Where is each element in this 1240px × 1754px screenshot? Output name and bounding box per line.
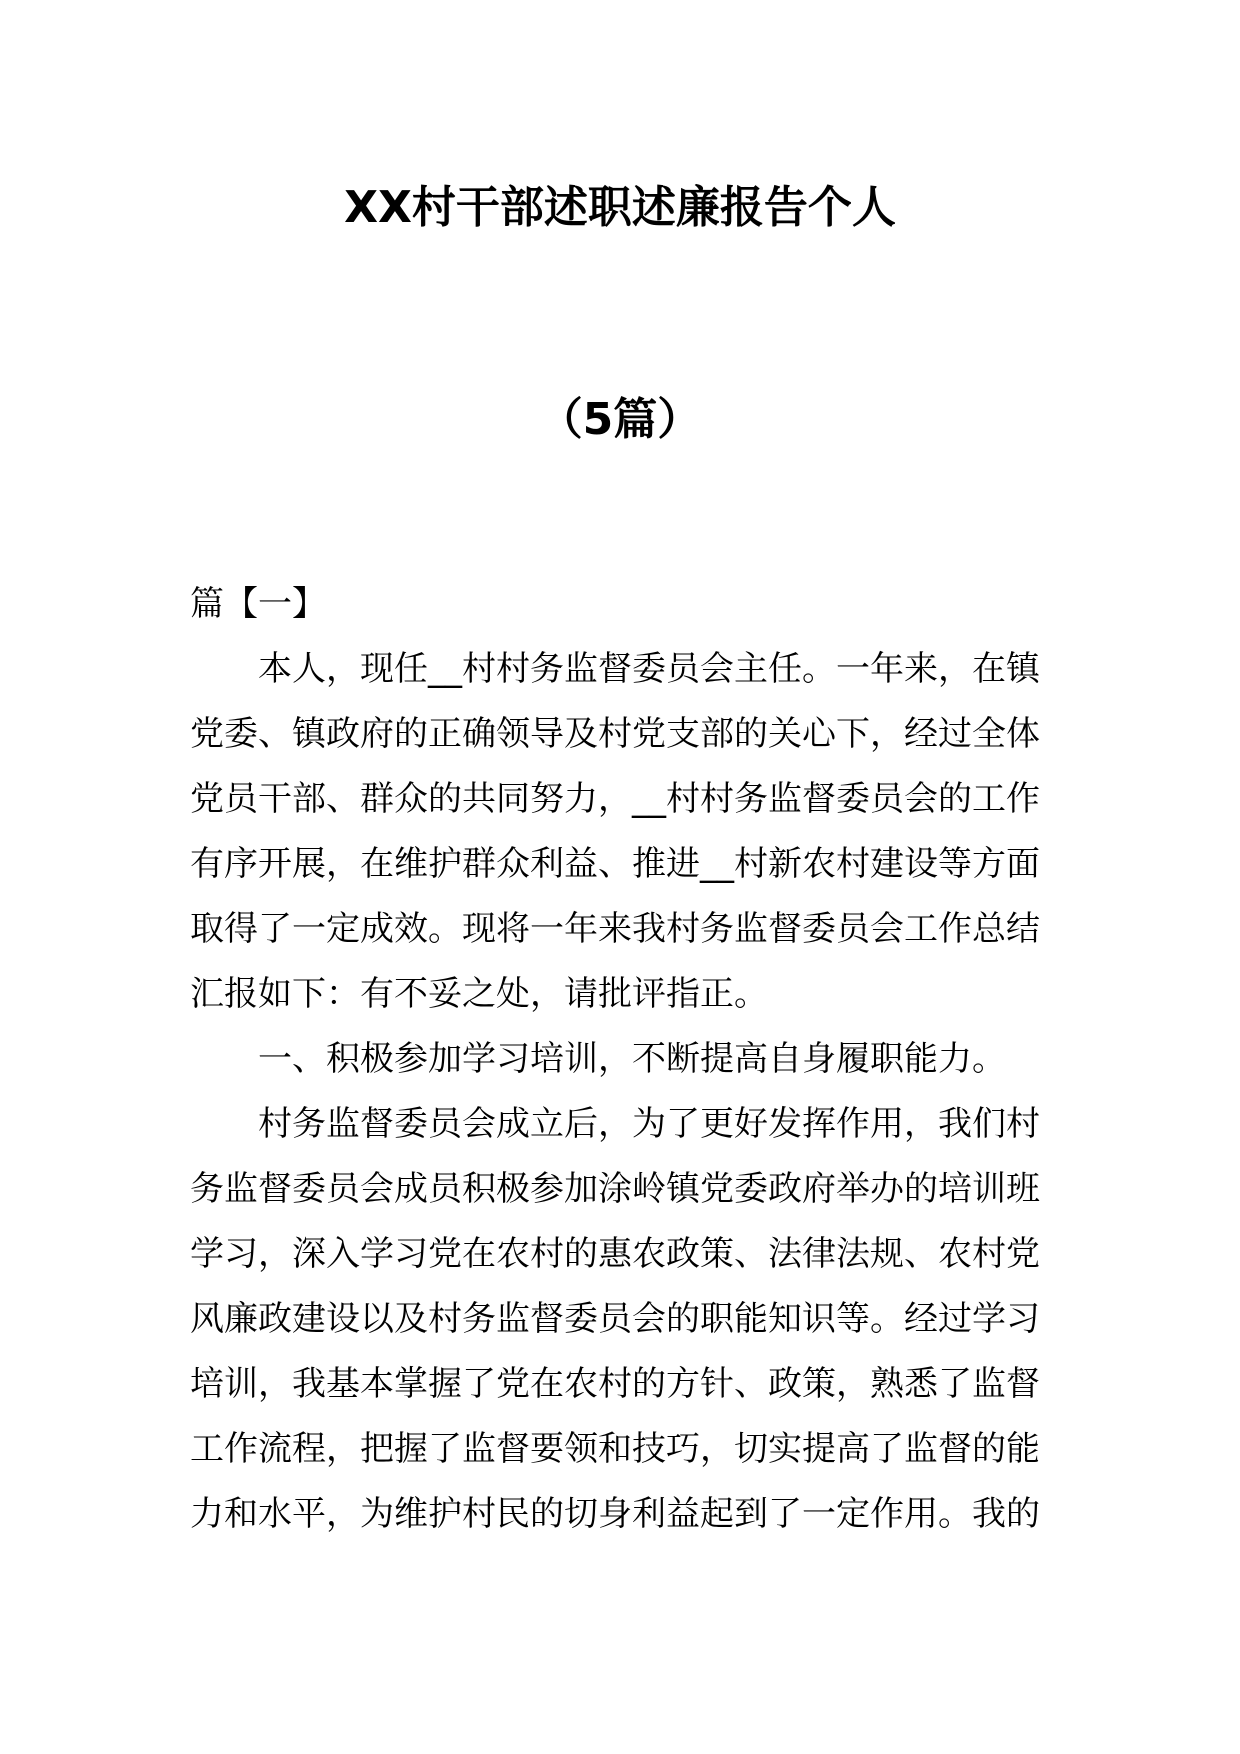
body-line: 风廉政建设以及村务监督委员会的职能知识等。经过学习 bbox=[190, 1299, 1040, 1339]
body-line: 培训，我基本掌握了党在农村的方针、政策，熟悉了监督 bbox=[190, 1364, 1040, 1404]
section-heading: 篇【一】 bbox=[190, 584, 326, 624]
body-line: 汇报如下：有不妥之处，请批评指正。 bbox=[190, 974, 768, 1014]
body-line: 党员干部、群众的共同努力，__村村务监督委员会的工作 bbox=[190, 779, 1040, 819]
body-line: 村务监督委员会成立后，为了更好发挥作用，我们村 bbox=[258, 1104, 1040, 1144]
document-title: XX村干部述职述廉报告个人 bbox=[344, 182, 896, 233]
body-line: 取得了一定成效。现将一年来我村务监督委员会工作总结 bbox=[190, 909, 1040, 949]
body-line: 务监督委员会成员积极参加涂岭镇党委政府举办的培训班 bbox=[190, 1169, 1040, 1209]
body-line: 学习，深入学习党在农村的惠农政策、法律法规、农村党 bbox=[190, 1234, 1040, 1274]
body-line: 一、积极参加学习培训，不断提高自身履职能力。 bbox=[258, 1039, 1006, 1079]
body-line: 有序开展，在维护群众利益、推进__村新农村建设等方面 bbox=[190, 844, 1040, 884]
body-line: 本人，现任__村村务监督委员会主任。一年来，在镇 bbox=[258, 649, 1040, 689]
body-line: 党委、镇政府的正确领导及村党支部的关心下，经过全体 bbox=[190, 714, 1040, 754]
document-body bbox=[190, 572, 1058, 1547]
paragraph-lines bbox=[190, 637, 1058, 1547]
document-subtitle: （5篇） bbox=[538, 394, 702, 445]
body-line: 工作流程，把握了监督要领和技巧，切实提高了监督的能 bbox=[190, 1429, 1040, 1469]
body-line: 力和水平，为维护村民的切身利益起到了一定作用。我的 bbox=[190, 1494, 1040, 1534]
